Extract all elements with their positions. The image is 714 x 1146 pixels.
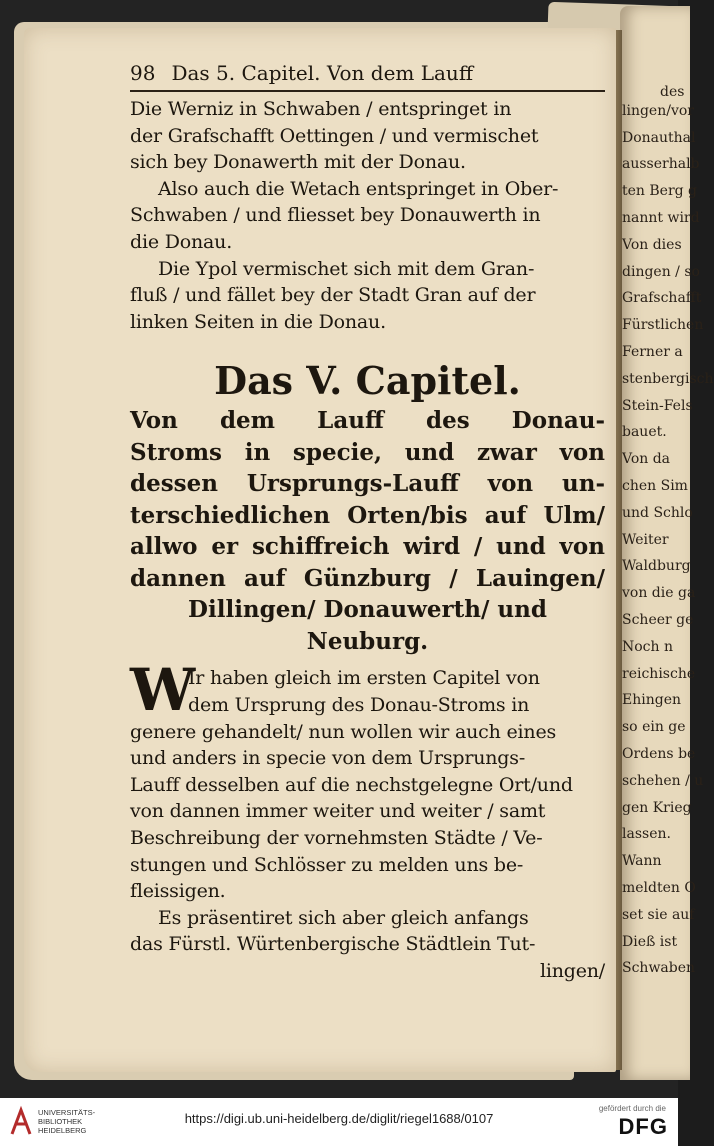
facing-page-line: meldten O [622,880,696,896]
facing-page-line: reichische [622,665,696,682]
facing-page-line: Waldburg [622,558,691,575]
facing-page-line: Donauthal [622,129,696,146]
catchword: lingen/ [539,959,605,982]
facing-page-line: ausserhalb [622,156,700,173]
page-text [130,58,605,984]
facing-page-line: von die ga [622,585,696,602]
text-line: Es präsentiret sich aber gleich anfangs [158,906,529,929]
paragraph-wetach [130,176,605,256]
chapter-subheading [130,405,605,657]
running-header [130,58,605,88]
text-line: Ir haben gleich im ersten Capitel von [188,667,540,690]
subheading-line: allwo er schiffreich wird / und von [130,533,605,561]
facing-page-line: ten Berg g [622,183,698,200]
facing-page [620,6,714,1080]
text-line: Also auch die Wetach entspringet in Ober- [158,177,559,200]
facing-page-line: Fürstlichen [622,317,704,334]
paragraph-ypol [130,256,605,336]
running-head: Das 5. Capitel. Von dem Lauff [171,61,474,85]
subheading-line: dessen Ursprungs-Lauff von un- [130,470,605,498]
footer-bar [0,1098,678,1146]
facing-page-line: Ferner a [622,344,683,360]
header-rule [130,90,605,92]
facing-page-line: nannt wird [622,210,700,226]
facing-page-line: Dieß ist [622,933,678,950]
subheading-line: Stroms in specie, und zwar von [130,438,605,466]
subheading-line: Dillingen/ Donauwerth/ und [188,596,547,624]
facing-page-line: set sie auf [622,906,695,923]
facing-page-line: bauet. [622,424,667,441]
text-line: Schwaben / und fliesset bey Donauwerth in [130,204,541,227]
facing-page-line: stenbergisch [622,370,714,387]
facing-page-line: so ein ge [622,719,686,736]
facing-page-line: Stein-Fels [622,397,693,414]
text-line: von dannen immer weiter und weiter / samt [130,800,546,823]
text-line: und anders in specie von dem Ursprungs- [130,747,526,770]
text-line: fluß / und fället bey der Stadt Gran auf der [130,284,536,307]
dfg-logo: DFG [618,1114,668,1139]
text-line: Die Werniz in Schwaben / entspringet in [130,98,512,120]
facing-page-line: chen Sim [622,478,688,494]
facing-page-line: Noch n [622,638,674,655]
text-line: sich bey Donawerth mit der Donau. [130,151,466,174]
facing-page-line: Grafschafft [622,290,702,307]
chapter-title: Das V. Capitel. [214,358,521,404]
text-line: das Fürstl. Würtenbergische Städtlein Tut- [130,933,536,956]
facing-page-line: und Schlo [622,504,693,521]
text-line: Lauff desselben auf die nechstgelegne Ort/und [130,773,573,796]
body-paragraph-start [130,656,605,725]
text-line: dem Ursprung des Donau-Stroms in [188,693,530,716]
facing-page-line: Scheer ge [622,612,694,628]
subheading-line: dannen auf Günzburg / Lauingen/ [130,564,605,592]
facing-page-line: lassen. [622,826,671,843]
funded-by-label: gefördert durch die [598,1104,666,1113]
drop-cap: W [130,656,196,725]
text-line: die Donau. [130,230,233,253]
facing-page-line: schehen / u [622,772,704,789]
text-line: fleissigen. [130,880,226,903]
text-line: stungen und Schlösser zu melden uns be- [130,853,524,876]
library-name-line: BIBLIOTHEK [38,1117,83,1126]
page-number: 98 [130,61,156,85]
paragraph-tuttlingen [130,905,605,985]
library-name-line: HEIDELBERG [38,1126,87,1135]
facing-page-line: Ehingen [622,692,681,709]
facing-page-line: Ordens be [622,746,696,762]
text-line: Die Ypol vermischet sich mit dem Gran- [158,257,535,280]
facing-page-line: dingen / so [622,263,700,280]
text-line: Beschreibung der vornehmsten Städte / Ve- [130,826,543,849]
subheading-line: terschiedlichen Orten/bis auf Ulm/ [130,501,605,529]
facing-page-line: Wann [622,853,662,870]
subheading-line: Neuburg. [306,627,429,655]
library-name-line: UNIVERSITÄTS- [38,1108,96,1117]
subheading-line: Von dem Lauff des Donau- [130,407,605,435]
body-paragraph [130,719,605,905]
facing-page-line: des [660,84,685,100]
facing-page-line: gen Krieg [622,799,692,816]
paragraph-werniz [130,96,605,176]
facing-page-line: Weiter [622,531,669,548]
text-line: linken Seiten in die Donau. [130,310,386,333]
text-line: genere gehandelt/ nun wollen wir auch eines [130,720,557,743]
facing-page-line: Von dies [622,236,682,253]
facing-page-line: lingen/vor [622,102,694,119]
text-line: der Grafschafft Oettingen / und vermischet [130,124,539,147]
permalink-url[interactable]: https://digi.ub.uni-heidelberg.de/diglit/riegel1688/0107 [184,1111,494,1126]
facing-page-line: Von da [622,451,671,468]
facing-page-line: Schwaben [622,960,696,977]
